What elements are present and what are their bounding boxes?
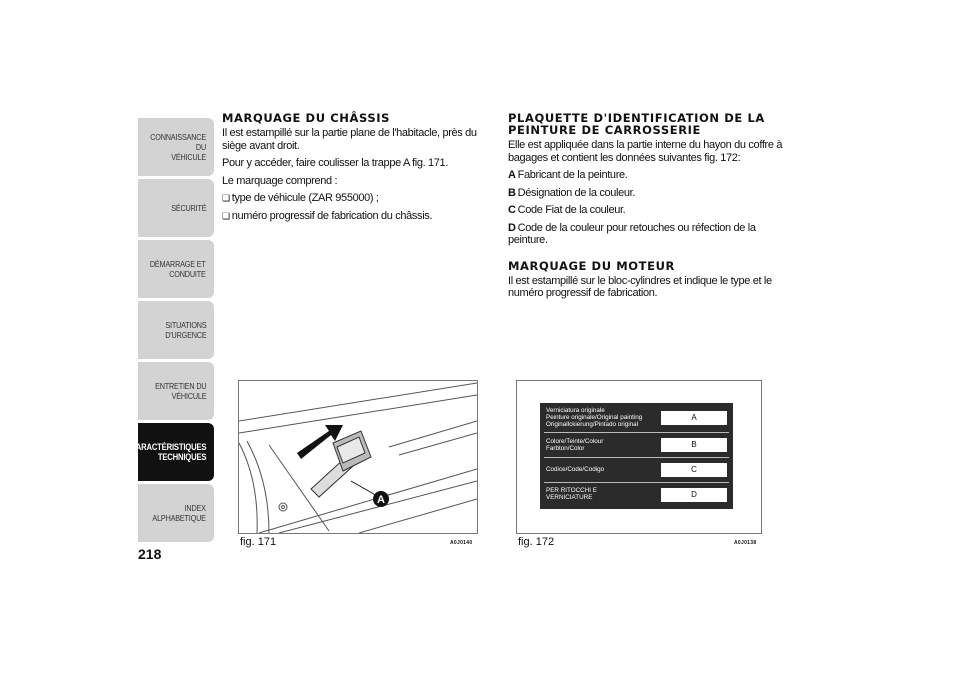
item-letter: B [508,186,516,199]
lettered-item [508,169,783,182]
section-title: PLAQUETTE D'IDENTIFICATION DE LA PEINTURE DE CARROSSERIE [508,111,765,137]
plate-row [544,459,729,483]
item-letter: D [508,221,516,234]
paragraph: Pour y accéder, faire coulisser la trappe A fig. 171. [222,157,449,169]
item-letter: C [508,204,516,216]
section-title: MARQUAGE DU MOTEUR [508,258,675,273]
chassis-trapdoor-illustration [239,381,477,533]
item-text: Code de la couleur pour retouches ou réfection de la peinture. [508,221,756,246]
tab-label: CARACTÉRISTIQUES TECHNIQUES [130,442,206,462]
plate-row-label: Colore/Teinte/Colour Farbton/Color [546,438,604,452]
tab-caracteristiques-techniques[interactable] [130,423,214,481]
figure-172 [516,380,762,534]
lettered-item [508,222,783,247]
figure-171 [238,380,478,534]
figure-caption: fig. 172 [518,536,555,548]
item-letter: A [508,169,516,181]
paragraph: Il est estampillé sur la partie plane de l'habitacle, près du siège avant droit. [222,127,477,152]
tab-label: SITUATIONS D'URGENCE [164,320,206,340]
item-text: Code Fiat de la couleur. [517,204,626,216]
tab-connaissance-vehicule[interactable] [138,118,214,176]
plate-row-box: A [661,411,727,425]
plate-row-box: B [661,438,727,452]
chassis-marking-section [222,112,492,227]
item-text: Fabricant de la peinture. [517,169,628,181]
tab-label: INDEX ALPHABETIQUE [152,503,206,523]
figure-caption: fig. 171 [240,536,277,548]
bullet-item: ❏ type de véhicule (ZAR 955000) ; [222,192,492,205]
tab-demarrage-conduite[interactable] [138,240,214,298]
plate-row-box: C [661,463,727,477]
plate-row [544,434,729,458]
tab-entretien-vehicule[interactable] [138,362,214,420]
figure-code: A0J0138 [734,540,757,546]
plate-row-label: Verniciatura originale Peinture originale/Original painting Originallckierung/Pintado original [546,407,643,428]
lettered-item [508,187,783,200]
tab-securite[interactable] [138,179,214,237]
item-text: Désignation de la couleur. [517,186,636,199]
section-title: MARQUAGE DU CHÂSSIS [222,111,391,125]
paint-id-plate [540,403,733,509]
tab-index-alphabetique[interactable] [138,484,214,542]
tab-label: CONNAISSANCE DU VÉHICULE [150,132,206,162]
tab-label: ENTRETIEN DU VÉHICULE [154,381,206,401]
tab-label: DÉMARRAGE ET CONDUITE [150,259,206,279]
plate-row-label: Codice/Code/Codigo [546,466,605,473]
figure-code: A0J0140 [450,540,473,546]
tab-situations-urgence[interactable] [138,301,214,359]
page-number: 218 [138,546,162,562]
plate-row-label: PER RITOCCHI E VERNICIATURE [546,487,597,501]
tab-label: SÉCURITÉ [170,203,206,213]
paragraph: Il est estampillé sur le bloc-cylindres et indique le type et le numéro progressif de fabrication. [508,274,772,299]
plate-row [544,484,729,506]
callout-letter: A [377,494,385,506]
paragraph: Le marquage comprend : [222,174,338,187]
paint-plate-section [508,112,783,305]
bullet-item: ❏ numéro progressif de fabrication du châssis. [222,210,492,223]
plate-row [544,405,729,433]
lettered-item [508,204,783,217]
plate-row-box: D [661,488,727,502]
paragraph: Elle est appliquée dans la partie interne du hayon du coffre à bagages et contient les données suivantes fig. 172: [508,139,783,164]
chapter-tabs [130,118,214,545]
